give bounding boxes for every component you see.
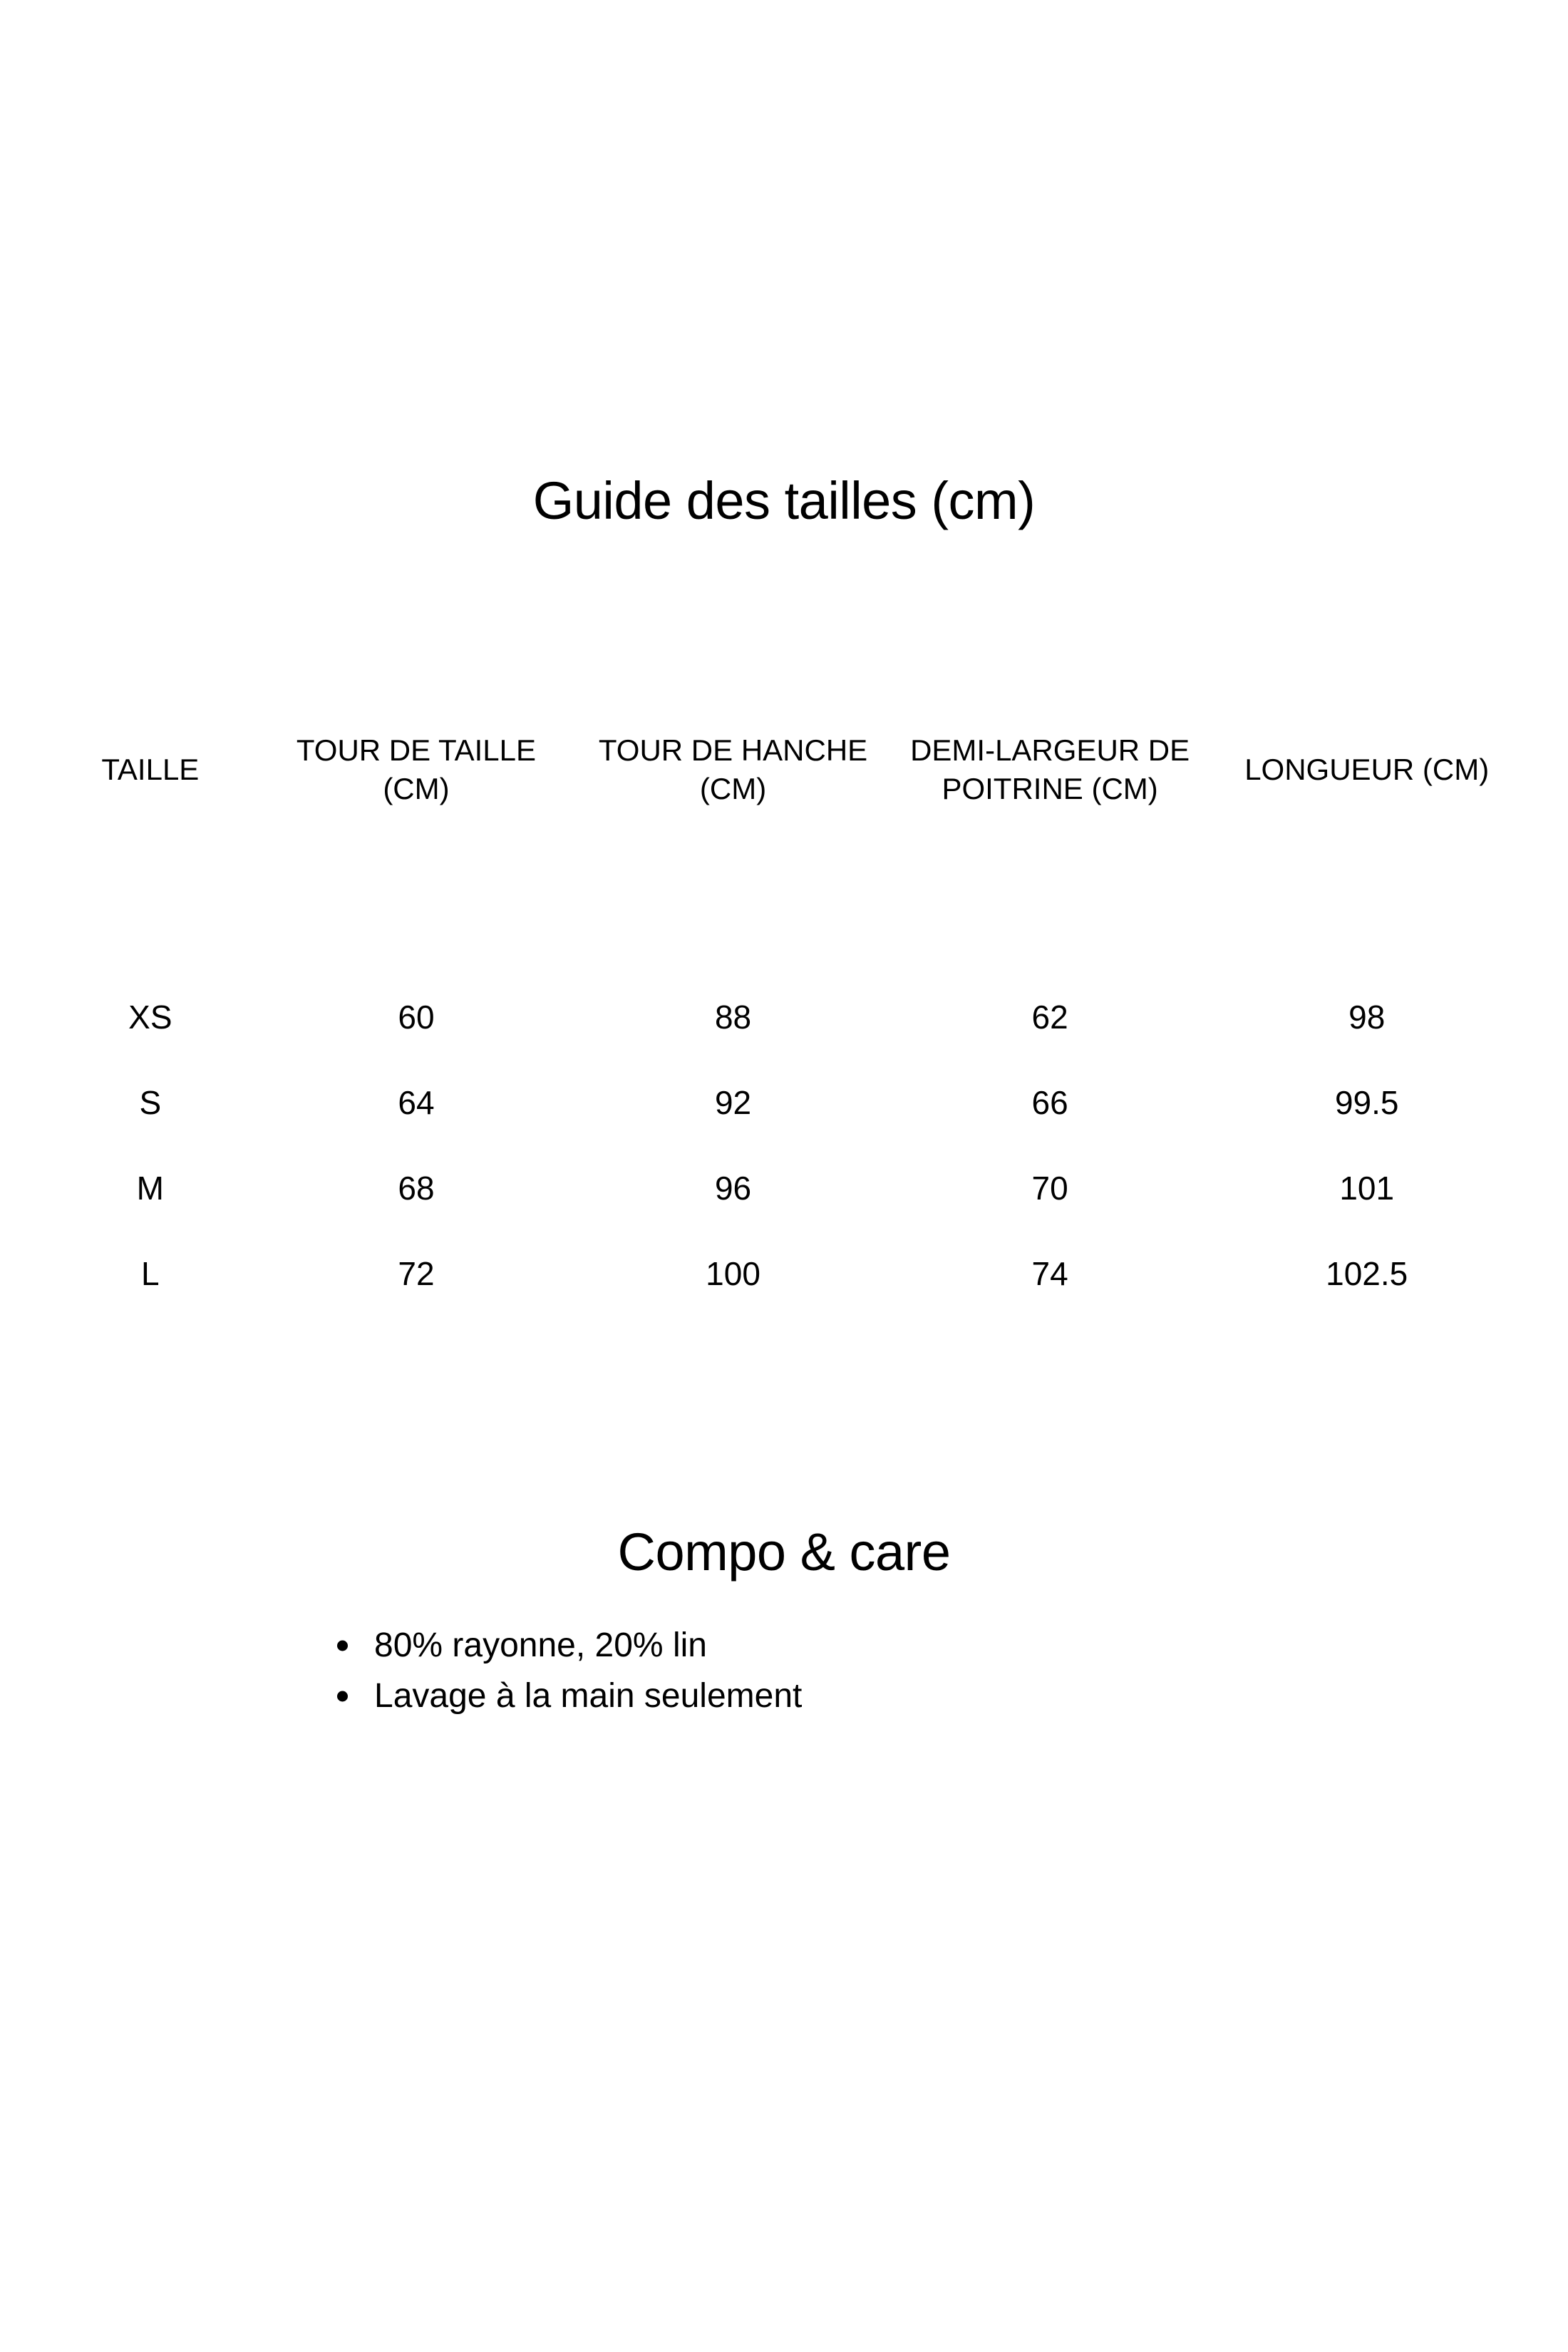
size-guide-table-body (43, 969, 1525, 1317)
column-header-taille: TAILLE (101, 753, 200, 787)
table-row (43, 1232, 1525, 1317)
cell-demi-largeur-poitrine: 74 (1031, 1255, 1068, 1293)
compo-care-title: Compo & care (617, 1522, 951, 1582)
table-header-row (43, 570, 1525, 969)
column-header-tour-de-taille: TOUR DE TAILLE (CM) (296, 733, 537, 805)
list-item-label: Lavage à la main seulement (374, 1677, 803, 1716)
cell-longueur: 102.5 (1326, 1255, 1408, 1293)
cell-taille: M (136, 1170, 164, 1207)
cell-demi-largeur-poitrine: 66 (1031, 1084, 1068, 1122)
table-row (43, 969, 1525, 1061)
bullet-icon (337, 1691, 348, 1702)
cell-taille: XS (128, 999, 172, 1036)
cell-longueur: 101 (1339, 1170, 1395, 1207)
table-row (43, 1146, 1525, 1232)
cell-tour-de-taille: 60 (398, 999, 435, 1036)
cell-taille: L (141, 1255, 160, 1293)
cell-taille: S (139, 1084, 162, 1122)
cell-tour-de-hanche: 96 (714, 1170, 752, 1207)
cell-longueur: 99.5 (1334, 1084, 1399, 1122)
cell-tour-de-hanche: 88 (714, 999, 752, 1036)
table-row (43, 1061, 1525, 1146)
cell-longueur: 98 (1348, 999, 1386, 1036)
column-header-tour-de-hanche: TOUR DE HANCHE (CM) (598, 733, 868, 805)
list-item-label: 80% rayonne, 20% lin (374, 1626, 707, 1664)
cell-tour-de-taille: 72 (398, 1255, 435, 1293)
cell-tour-de-hanche: 92 (714, 1084, 752, 1122)
size-guide-table (43, 570, 1525, 1317)
bullet-icon (337, 1640, 348, 1651)
cell-demi-largeur-poitrine: 62 (1031, 999, 1068, 1036)
list-item (337, 1624, 802, 1667)
compo-care-list (337, 1624, 802, 1726)
size-guide-title: Guide des tailles (cm) (532, 470, 1036, 530)
cell-tour-de-hanche: 100 (706, 1255, 760, 1293)
size-guide-table-head (43, 570, 1525, 969)
cell-demi-largeur-poitrine: 70 (1031, 1170, 1068, 1207)
cell-tour-de-taille: 68 (398, 1170, 435, 1207)
column-header-demi-largeur-poitrine: DEMI-LARGEUR DE POITRINE (CM) (910, 733, 1190, 805)
cell-tour-de-taille: 64 (398, 1084, 435, 1122)
column-header-longueur: LONGUEUR (CM) (1244, 753, 1490, 787)
list-item (337, 1674, 802, 1718)
